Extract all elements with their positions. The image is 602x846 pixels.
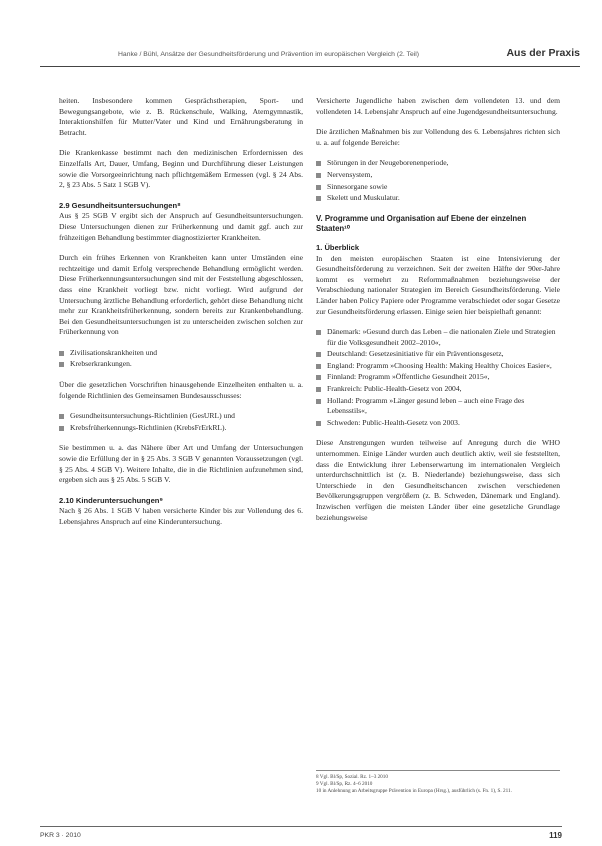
header-divider <box>40 66 580 67</box>
paragraph: Nach § 26 Abs. 1 SGB V haben versicherte Kinder bis zur Vollendung des 6. Lebensjahres Anspruch auf eine Kinderuntersuchung. <box>59 506 303 526</box>
square-bullet-icon <box>59 351 64 356</box>
list-item: Skelett und Muskulatur. <box>316 193 560 204</box>
list-item: Gesundheitsuntersuchungs-Richtlinien (GesURL) und <box>59 411 303 422</box>
paragraph: Die ärztlichen Maßnahmen bis zur Vollendung des 6. Lebensjahres richten sich u. a. auf folgende Bereiche: <box>316 127 560 147</box>
list-item: England: Programm »Choosing Health: Making Healthy Choices Easier«, <box>316 361 560 372</box>
list-item: Deutschland: Gesetzesinitiative für ein Präventionsgesetz, <box>316 349 560 360</box>
page-header <box>0 46 602 68</box>
list-item: Nervensystem, <box>316 170 560 181</box>
right-column <box>316 96 560 533</box>
square-bullet-icon <box>316 352 321 357</box>
page-footer <box>40 832 562 844</box>
list-item: Zivilisationskrankheiten und <box>59 348 303 359</box>
paragraph: Sie bestimmen u. a. das Nähere über Art und Umfang der Untersuchungen sowie die Erfüllung der in § 25 Abs. 3 SGB V genannten Voraussetzungen (vgl. § 25 Abs. 4 SGB V). Weitere Inhalte, die in die Richtlinien aufzunehmen sind, ergeben sich aus § 25 Abs. 5 SGB V. <box>59 443 303 485</box>
square-bullet-icon <box>316 161 321 166</box>
list-item: Sinnesorgane sowie <box>316 182 560 193</box>
square-bullet-icon <box>316 185 321 190</box>
list-item: Holland: Programm »Länger gesund leben – auch eine Frage des Lebensstils«, <box>316 396 560 417</box>
square-bullet-icon <box>316 330 321 335</box>
paragraph: Die Krankenkasse bestimmt nach den medizinischen Erfordernissen des Einzelfalls Art, Dauer, Umfang, Beginn und Durchführung dieser Leistungen sowie die Vorsorgeeinrichtung nach pflichtgemäßem Ermessen (vgl. § 24 Abs. 2, § 23 Abs. 5 Satz 1 SGB V). <box>59 148 303 190</box>
paragraph: Aus § 25 SGB V ergibt sich der Anspruch auf Gesundheitsuntersuchungen. Diese Untersuchungen dienen zur Früherkennung und damit ggf. auch zur frühzeitigen Behandlung bestimmter diagnostizierter Krankheiten. <box>59 211 303 242</box>
left-column <box>59 96 303 538</box>
square-bullet-icon <box>316 196 321 201</box>
square-bullet-icon <box>316 421 321 426</box>
journal-issue: PKR 3 · 2010 <box>40 832 81 839</box>
list-item: Frankreich: Public-Health-Gesetz von 2004, <box>316 384 560 395</box>
footnote: 8 Vgl. Bl/Sp, Sozial. Rz. 1–3 2010 <box>316 774 388 780</box>
running-title: Hanke / Bühl, Ansätze der Gesundheitsförderung und Prävention im europäischen Vergleich (2. Teil) <box>118 51 420 58</box>
list-item: Krebsfrüherkennungs-Richtlinien (KrebsFrErkRL). <box>59 423 303 434</box>
paragraph: Diese Anstrengungen wurden teilweise auf Anregung durch die WHO unternommen. Einige Länder wurden auch deutlich aktiv, weil sie feststellten, dass die Entwicklung ihrer Lebenserwartung im internationalen Vergleich unterdurchschnittlich ist (z. B. Niederlande) beziehungsweise, dass sich Unterschiede in den Gesundheitschancen zwischen verschiedenen Bevölkerungsgruppen vergrößern (z. B. Schweden, Dänemark und England). Inzwischen verfügen die meisten Länder über eine gesetzliche Grundlage beziehungsweise <box>316 438 560 522</box>
square-bullet-icon <box>316 387 321 392</box>
square-bullet-icon <box>59 362 64 367</box>
square-bullet-icon <box>316 364 321 369</box>
square-bullet-icon <box>59 426 64 431</box>
paragraph: Über die gesetzlichen Vorschriften hinausgehende Einzelheiten enthalten u. a. folgende Richtlinien des Gemeinsamen Bundesausschusses: <box>59 380 303 400</box>
chapter-heading: V. Programme und Organisation auf Ebene der einzelnen Staaten¹⁰ <box>316 213 527 234</box>
bullet-list <box>59 348 303 370</box>
paragraph: Durch ein frühes Erkennen von Krankheiten kann unter Umständen eine rechtzeitige und damit Erfolg versprechende Behandlung ermöglicht werden. Diese Früherkennungsuntersuchungen sind mit der Feststellung abgeschlossen, dass eine Krankheit vorliegt bzw. nicht vorliegt. Wird aufgrund der Untersuchung ärztliche Behandlung erforderlich, gehört diese Behandlung nicht mehr zur Krankheitsfrüherkennung, sondern bereits zur Krankenbehandlung. Bei den Gesundheitsuntersuchungen ist zu unterscheiden zwischen solchen zur Früherkennung von <box>59 253 303 337</box>
square-bullet-icon <box>316 173 321 178</box>
footer-divider <box>40 826 562 827</box>
paragraph: heiten. Insbesondere kommen Gesprächstherapien, Sport- und Bewegungsangebote, wie z. B. Rückenschule, Walking, Atemgymnastik, Interaktionshilfen für Mutter/Vater und Kind und Ernährungsberatung in Betracht. <box>59 96 303 137</box>
bullet-list <box>316 327 560 428</box>
footnote: 10 in Anlehnung an Arbeitsgruppe Prävention in Europa (Hrsg.), ausführlich (s. Fn. 1), S. 211. <box>316 788 512 794</box>
list-item: Störungen in der Neugeborenenperiode, <box>316 158 560 169</box>
square-bullet-icon <box>316 399 321 404</box>
square-bullet-icon <box>316 375 321 380</box>
page-number: 119 <box>549 831 562 840</box>
square-bullet-icon <box>59 414 64 419</box>
section-title: Aus der Praxis <box>506 47 580 59</box>
list-item: Finnland: Programm »Öffentliche Gesundheit 2015«, <box>316 372 560 383</box>
paragraph: Versicherte Jugendliche haben zwischen dem vollendeten 13. und dem vollendeten 14. Lebensjahr Anspruch auf eine Jugendgesundheitsuntersuchung. <box>316 96 560 116</box>
section-heading: 1. Überblick <box>316 242 360 252</box>
paragraph: In den meisten europäischen Staaten ist eine Intensivierung der Gesundheitsförderung zu verzeichnen. Seit der zweiten Hälfte der 90er-Jahre kommt es vermehrt zu Reformmaßnahmen beziehungsweise der Verabschiedung nationaler Strategien im Bereich Gesundheitsförderung. Viele Länder haben Policy Papiere oder Programme verabschiedet oder sogar Gesetze zur Gesundheitsförderung erlassen. Einige seien hier beispielhaft genannt: <box>316 253 560 316</box>
list-item: Krebserkrankungen. <box>59 359 303 370</box>
list-item: Schweden: Public-Health-Gesetz von 2003. <box>316 418 560 429</box>
bullet-list <box>316 158 560 203</box>
footnote: 9 Vgl. Bl/Sp, Rz. 4–6 2010 <box>316 781 373 787</box>
bullet-list <box>59 411 303 433</box>
footnotes <box>316 770 560 795</box>
section-heading: 2.10 Kinderuntersuchungen⁹ <box>59 495 164 505</box>
section-heading: 2.9 Gesundheitsuntersuchungen⁸ <box>59 200 181 210</box>
list-item: Dänemark: »Gesund durch das Leben – die nationalen Ziele und Strategien für die Volksgesundheit 2002–2010«, <box>316 327 560 348</box>
